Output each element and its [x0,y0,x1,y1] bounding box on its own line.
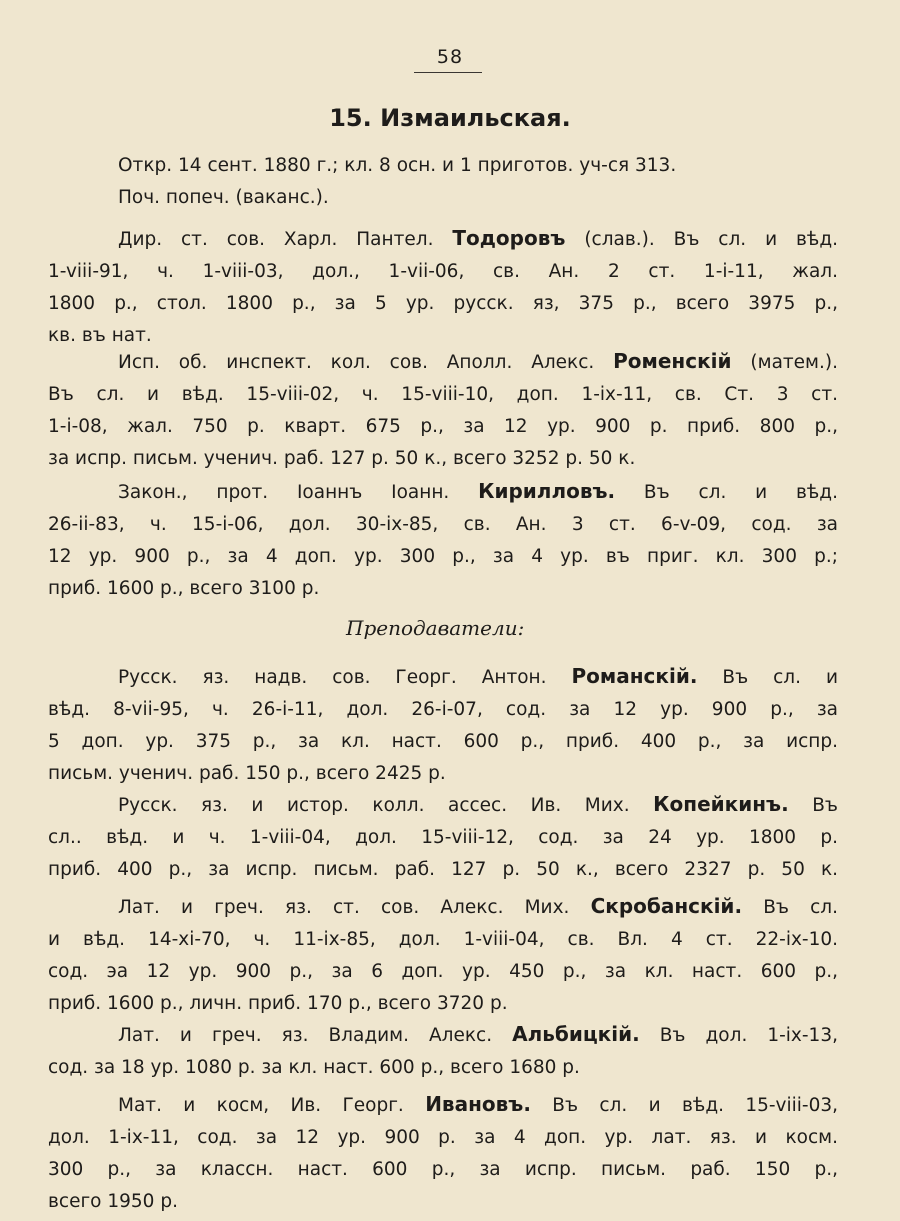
entry-surname: Роменскій [613,349,732,373]
intro-line: Откр. 14 сент. 1880 г.; кл. 8 осн. и 1 приготов. уч-ся 313. [118,155,677,176]
entry-line: дол. 1-ix-11, сод. за 12 ур. 900 р. за 4 доп. ур. лат. яз. и косм. [48,1127,838,1148]
entry-rest: (матем.). [750,352,838,373]
entry-rest: Въ сл. и вѣд. [643,482,838,503]
entry-line: 1-viii-91, ч. 1-viii-03, дол., 1-vii-06, св. Ан. 2 ст. 1-i-11, жал. [48,261,838,282]
entry-line: письм. ученич. раб. 150 р., всего 2425 р. [48,763,446,784]
entry-line [48,1018,838,1052]
entry-line: за испр. письм. ученич. раб. 127 р. 50 к., всего 3252 р. 50 к. [48,448,636,469]
entry-line [48,1088,838,1122]
entry-line: 1800 р., стол. 1800 р., за 5 ур. русск. яз, 375 р., всего 3975 р., [48,293,838,314]
entry-line: кв. въ нат. [48,325,152,346]
intro-line: Поч. попеч. (ваканс.). [118,187,329,208]
entry-rank: Лат. и греч. яз. Владим. Алекс. [118,1025,493,1046]
entry-line [48,345,838,379]
page-number: 58 [436,46,464,68]
entry-line: приб. 400 р., за испр. письм. раб. 127 р. 50 к., всего 2327 р. 50 к. [48,859,838,880]
entry-rank: Лат. и греч. яз. ст. сов. Алекс. Мих. [118,897,570,918]
entry-rest: Въ дол. 1-ix-13, [659,1025,838,1046]
entry-rank: Закон., прот. Іоаннъ Іоанн. [118,482,450,503]
entry-surname: Тодоровъ [452,226,566,250]
entry-rank: Дир. ст. сов. Харл. Пантел. [118,229,434,250]
teacher-entry [48,890,838,1020]
intro-paragraph [48,150,838,214]
entry-rest: Въ сл. и [722,667,838,688]
entry-rest: (слав.). Въ сл. и вѣд. [584,229,839,250]
entry-surname: Скробанскій. [590,894,743,918]
teacher-entry [48,1018,838,1084]
entry-surname: Кирилловъ. [478,479,616,503]
entry-surname: Альбицкій. [512,1022,640,1046]
entry-line: 300 р., за классн. наст. 600 р., за испр. письм. раб. 150 р., [48,1159,838,1180]
page-number-rule [414,72,482,73]
entry-line: и вѣд. 14-xi-70, ч. 11-ix-85, дол. 1-viii-04, св. Вл. 4 ст. 22-ix-10. [48,929,838,950]
entry-line: 26-ii-83, ч. 15-i-06, дол. 30-ix-85, св. Ан. 3 ст. 6-v-09, сод. за [48,514,838,535]
entry-line: приб. 1600 р., личн. приб. 170 р., всего 3720 р. [48,993,508,1014]
priest-entry [48,475,838,605]
entry-rank: Русск. яз. надв. сов. Георг. Антон. [118,667,547,688]
entry-line [48,475,838,509]
entry-rest: Въ [812,795,838,816]
teacher-entry [48,1088,838,1218]
inspector-entry [48,345,838,475]
entry-rank: Мат. и косм, Ив. Георг. [118,1095,404,1116]
section-title: 15. Измаильская. [329,104,571,132]
teachers-heading: Преподаватели: [346,616,525,640]
entry-line: 5 доп. ур. 375 р., за кл. наст. 600 р., приб. 400 р., за испр. [48,731,838,752]
teacher-entry [48,788,838,886]
entry-line: сл.. вѣд. и ч. 1-viii-04, дол. 15-viii-12, сод. за 24 ур. 1800 р. [48,827,838,848]
entry-surname: Романскій. [571,664,698,688]
entry-line [48,890,838,924]
entry-line: приб. 1600 р., всего 3100 р. [48,578,320,599]
entry-line [48,788,838,822]
director-entry [48,222,838,352]
entry-rank: Русск. яз. и истор. колл. ассес. Ив. Мих. [118,795,630,816]
entry-line: Въ сл. и вѣд. 15-viii-02, ч. 15-viii-10, доп. 1-ix-11, св. Ст. 3 ст. [48,384,838,405]
entry-surname: Ивановъ. [425,1092,531,1116]
entry-line: 12 ур. 900 р., за 4 доп. ур. 300 р., за 4 ур. въ приг. кл. 300 р.; [48,546,838,567]
entry-line: всего 1950 р. [48,1191,178,1212]
entry-rest: Въ сл. [763,897,838,918]
teacher-entry [48,660,838,790]
entry-line: 1-i-08, жал. 750 р. кварт. 675 р., за 12 ур. 900 р. приб. 800 р., [48,416,838,437]
entry-surname: Копейкинъ. [653,792,789,816]
entry-rank: Исп. об. инспект. кол. сов. Аполл. Алекс. [118,352,595,373]
entry-rest: Въ сл. и вѣд. 15-viii-03, [552,1095,839,1116]
entry-line: сод. за 18 ур. 1080 р. за кл. наст. 600 р., всего 1680 р. [48,1057,580,1078]
entry-line: сод. эа 12 ур. 900 р., за 6 доп. ур. 450 р., за кл. наст. 600 р., [48,961,838,982]
entry-line [48,660,838,694]
entry-line: вѣд. 8-vii-95, ч. 26-i-11, дол. 26-i-07, сод. за 12 ур. 900 р., за [48,699,838,720]
entry-line [48,222,838,256]
